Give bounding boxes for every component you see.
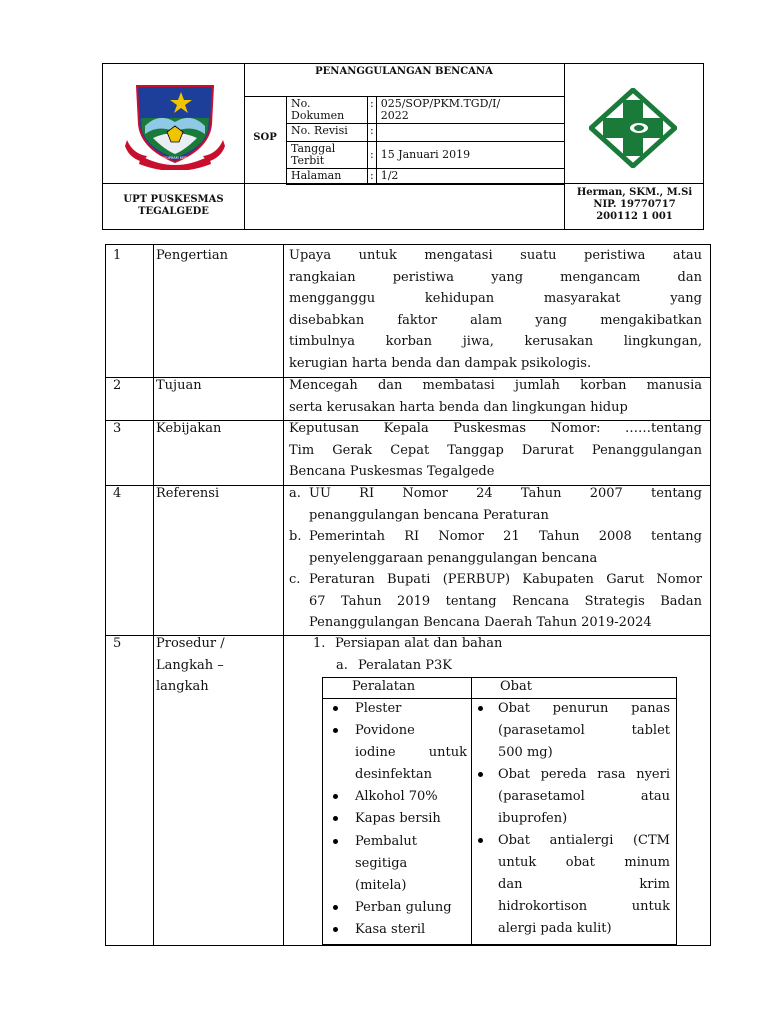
list-item: Kapas bersih — [355, 811, 441, 826]
section-number: 2 — [113, 378, 122, 393]
section-title: Prosedur / Langkah – langkah — [156, 636, 225, 694]
meta-value-tanggal: 15 Januari 2019 — [376, 142, 564, 169]
list-item: Obat pereda rasa nyeri (parasetamol atau ibuprofen) — [498, 767, 670, 826]
document-meta-table — [286, 96, 565, 185]
list-item: Perban gulung — [355, 900, 452, 915]
signer-nip: NIP. 19770717 — [593, 199, 676, 210]
section-1-content: Upaya untuk mengatasi suatu peristiwa atau rangkaian peristiwa yang mengancam dan mengganggu kehidupan masyarakat yang disebabkan faktor alam yang mengakibatkan timbulnya korban jiwa, kerusakan lingkungan, kerugian harta benda dan dampak psikologis. — [289, 248, 702, 371]
sop-label: SOP — [253, 132, 277, 143]
meta-label-dokumen: No. Dokumen — [287, 97, 368, 124]
puskesmas-logo — [589, 88, 677, 168]
section-number: 4 — [113, 486, 122, 501]
section-number: 5 — [113, 636, 122, 651]
section-title: Kebijakan — [156, 421, 222, 436]
meta-label-tanggal: Tanggal Terbit — [287, 142, 368, 169]
section-2-content: Mencegah dan membatasi jumlah korban manusia serta kerusakan harta benda dan lingkungan hidup — [289, 378, 702, 415]
column-header-peralatan: Peralatan — [352, 679, 416, 694]
step-1-number: 1. — [313, 636, 326, 651]
meta-value-revisi — [376, 124, 564, 142]
list-item: Alkohol 70% — [355, 789, 438, 804]
meta-sep: : — [368, 124, 377, 142]
document-title: PENANGGULANGAN BENCANA — [315, 66, 493, 77]
list-item: b. Pemerintah RI Nomor 21 Tahun 2008 tentang penyelenggaraan penanggulangan bencana — [289, 529, 702, 566]
logo-motto: PUSA PENGIPRAM KERJA WARGA — [147, 156, 205, 160]
section-title: Pengertian — [156, 248, 228, 263]
list-item: Kasa steril — [355, 922, 426, 937]
meta-sep: : — [368, 97, 377, 124]
meta-value-dokumen: 025/SOP/PKM.TGD/I/ 2022 — [376, 97, 564, 124]
column-header-obat: Obat — [500, 679, 532, 694]
signer-name: Herman, SKM., M.Si — [576, 187, 693, 198]
section-number: 1 — [113, 248, 122, 263]
meta-sep: : — [368, 142, 377, 169]
org-name: UPT PUSKESMAS TEGALGEDE — [123, 194, 224, 217]
list-item: Pembalut segitiga (mitela) — [355, 834, 418, 893]
step-1a-marker: a. — [336, 658, 348, 673]
list-item: Obat antialergi (CTM untuk obat minum dan krim hidrokortison untuk alergi pada kulit) — [498, 833, 670, 936]
list-item: Povidone iodine untuk desinfektan — [355, 723, 467, 782]
document-header — [102, 63, 704, 230]
list-item: Obat penurun panas (parasetamol tablet 500 mg) — [498, 701, 670, 760]
reference-list — [289, 483, 702, 634]
regency-logo — [123, 78, 227, 170]
list-item: a. UU RI Nomor 24 Tahun 2007 tentang penanggulangan bencana Peraturan — [289, 486, 702, 523]
step-1-text: Persiapan alat dan bahan — [335, 636, 503, 651]
meta-label-halaman: Halaman — [287, 169, 368, 185]
section-title: Referensi — [156, 486, 220, 501]
section-number: 3 — [113, 421, 122, 436]
meta-sep: : — [368, 169, 377, 185]
list-item: c. Peraturan Bupati (PERBUP) Kabupaten Garut Nomor 67 Tahun 2019 tentang Rencana Strategis Badan Penanggulangan Bencana Daerah Tahun 2019-2024 — [289, 572, 702, 630]
meta-value-halaman: 1/2 — [376, 169, 564, 185]
step-1a-text: Peralatan P3K — [358, 658, 452, 673]
section-title: Tujuan — [156, 378, 202, 393]
section-3-content: Keputusan Kepala Puskesmas Nomor: ……tentang Tim Gerak Cepat Tanggap Darurat Penanggulangan Bencana Puskesmas Tegalgede — [289, 421, 702, 479]
signer-block: Herman, SKM., M.Si NIP. 19770717 200112 1 001 — [576, 187, 693, 222]
list-item: Plester — [355, 701, 402, 716]
meta-label-revisi: No. Revisi — [287, 124, 368, 142]
